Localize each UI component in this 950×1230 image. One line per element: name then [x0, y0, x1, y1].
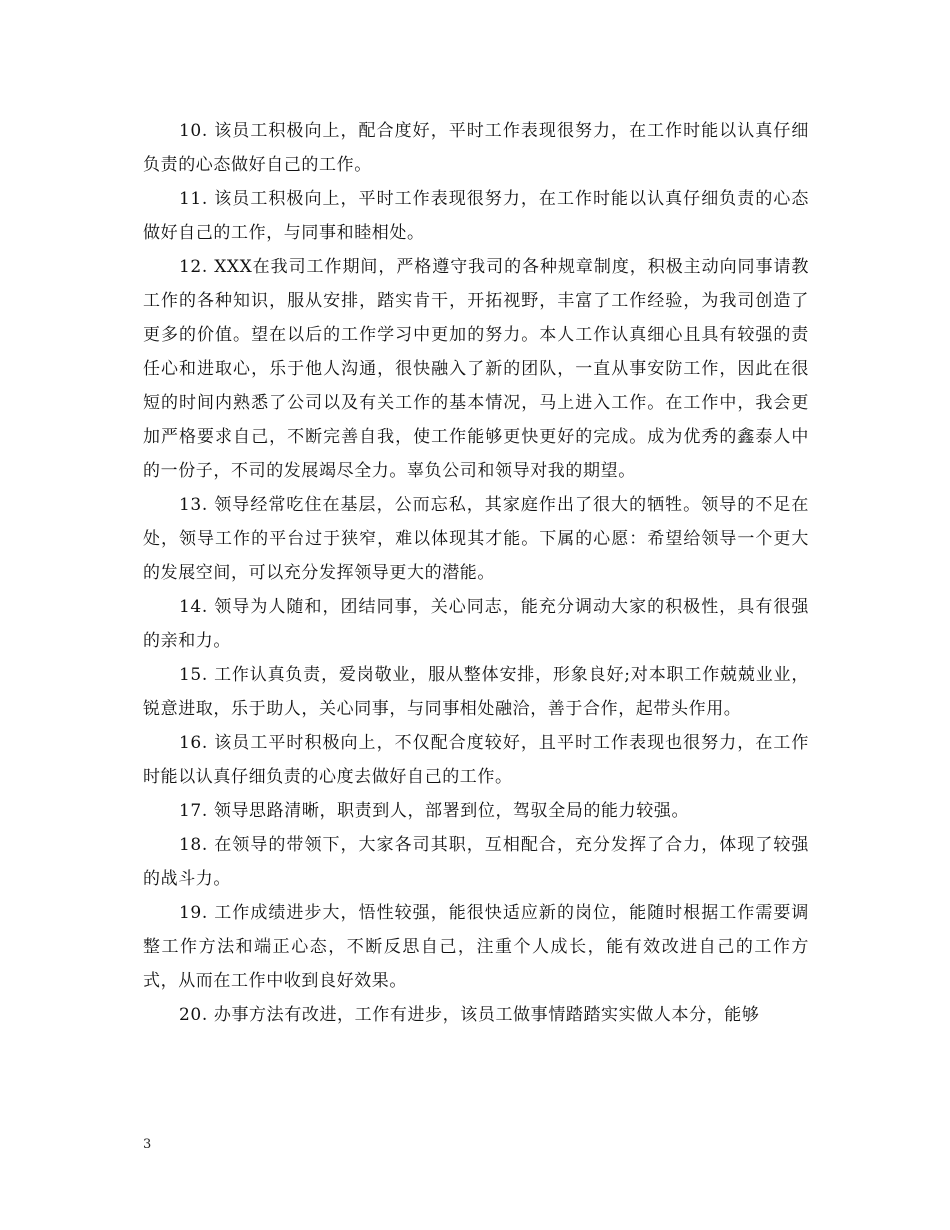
paragraph-18: 18. 在领导的带领下，大家各司其职，互相配合，充分发挥了合力，体现了较强的战斗力。 [143, 835, 809, 889]
paragraph-13: 13. 领导经常吃住在基层，公而忘私，其家庭作出了很大的牺牲。领导的不足在处，领导工作的平台过于狭窄，难以体现其才能。下属的心愿：希望给领导一个更大的发展空间，可以充分发挥领导更大的潜能。 [143, 495, 809, 583]
paragraph-17: 17. 领导思路清晰，职责到人，部署到位，驾驭全局的能力较强。 [179, 801, 690, 821]
document-body [143, 114, 809, 1032]
paragraph-16: 16. 该员工平时积极向上，不仅配合度较好，且平时工作表现也很努力，在工作时能以认真仔细负责的心度去做好自己的工作。 [143, 733, 809, 787]
paragraph-15: 15. 工作认真负责，爱岗敬业，服从整体安排，形象良好;对本职工作兢兢业业，锐意进取，乐于助人，关心同事，与同事相处融洽，善于合作，起带头作用。 [143, 665, 809, 719]
paragraph-12: 12. XXX在我司工作期间，严格遵守我司的各种规章制度，积极主动向同事请教工作的各种知识，服从安排，踏实肯干，开拓视野，丰富了工作经验，为我司创造了更多的价值。望在以后的工作学习中更加的努力。本人工作认真细心且具有较强的责任心和进取心，乐于他人沟通，很快融入了新的团队，一直从事安防工作，因此在很短的时间内熟悉了公司以及有关工作的基本情况，马上进入工作。在工作中，我会更加严格要求自己，不断完善自我，使工作能够更快更好的完成。成为优秀的鑫泰人中的一份子，不司的发展竭尽全力。辜负公司和领导对我的期望。 [143, 257, 809, 481]
paragraph-10: 10. 该员工积极向上，配合度好，平时工作表现很努力，在工作时能以认真仔细负责的心态做好自己的工作。 [143, 121, 809, 175]
page-number: 3 [143, 1137, 152, 1152]
paragraph-11: 11. 该员工积极向上，平时工作表现很努力，在工作时能以认真仔细负责的心态做好自己的工作，与同事和睦相处。 [143, 189, 809, 243]
paragraph-14: 14. 领导为人随和，团结同事，关心同志，能充分调动大家的积极性，具有很强的亲和力。 [143, 597, 809, 651]
paragraph-19: 19. 工作成绩进步大，悟性较强，能很快适应新的岗位，能随时根据工作需要调整工作方法和端正心态，不断反思自己，注重个人成长，能有效改进自己的工作方式，从而在工作中收到良好效果。 [143, 903, 809, 991]
paragraph-20: 20. 办事方法有改进，工作有进步，该员工做事情踏踏实实做人本分，能够 [179, 1005, 760, 1025]
